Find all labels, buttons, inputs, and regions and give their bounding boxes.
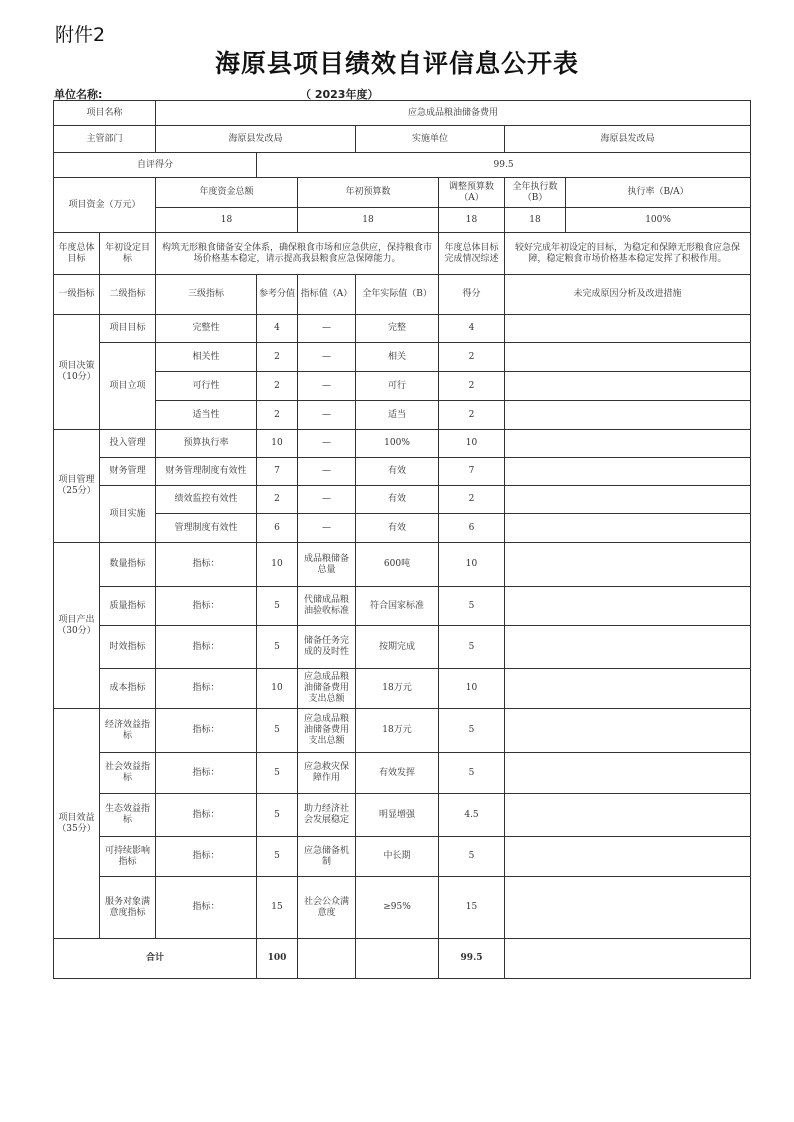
row-weight: 5 [257,587,298,626]
row-l3: 绩效监控有效性 [156,486,257,514]
total-target [298,939,356,979]
funds-initial-header: 年初预算数 [298,178,439,208]
row-analysis [505,401,751,430]
row-actual: 18万元 [356,669,439,709]
row-weight: 7 [257,458,298,486]
weight-header: 参考分值 [257,275,298,315]
row-l2: 财务管理 [100,458,156,486]
row-score: 2 [439,401,505,430]
row-actual: 100% [356,430,439,458]
row-actual: 按期完成 [356,626,439,669]
table-row [54,153,751,178]
row-l3: 指标： [156,543,257,587]
row-target: — [298,430,356,458]
table-row [54,626,751,669]
row-target: 储备任务完成的及时性 [298,626,356,669]
funds-executed-value: 18 [505,208,566,233]
row-l2: 项目立项 [100,343,156,430]
row-l2: 经济效益指标 [100,709,156,753]
row-l3: 预算执行率 [156,430,257,458]
attachment-label: 附件2 [55,24,106,46]
group-benefit: 项目效益（35分） [54,709,100,939]
row-weight: 4 [257,315,298,343]
table-row [54,430,751,458]
initial-goal-label: 年初设定目标 [100,233,156,275]
row-actual: 相关 [356,343,439,372]
row-analysis [505,837,751,877]
project-name-label: 项目名称 [54,101,156,126]
row-target: — [298,458,356,486]
overall-goal-label: 年度总体目标 [54,233,100,275]
row-weight: 10 [257,430,298,458]
page-title: 海原县项目绩效自评信息公开表 [214,49,579,78]
table-row [54,753,751,794]
row-analysis [505,543,751,587]
row-analysis [505,877,751,939]
group-output: 项目产出（30分） [54,543,100,709]
row-score: 2 [439,372,505,401]
row-l2: 时效指标 [100,626,156,669]
row-l3: 指标： [156,837,257,877]
row-l3: 指标： [156,626,257,669]
group-management: 项目管理（25分） [54,430,100,543]
table-row [54,837,751,877]
row-l2: 生态效益指标 [100,794,156,837]
row-actual: 明显增强 [356,794,439,837]
funds-executed-header: 全年执行数（B） [505,178,566,208]
row-analysis [505,458,751,486]
row-score: 7 [439,458,505,486]
table-row [54,208,751,233]
row-target: 应急成品粮油储备费用支出总额 [298,669,356,709]
table-row [54,939,751,979]
year-label: （ 2023年度） [300,88,379,101]
row-target: — [298,315,356,343]
self-score-value: 99.5 [257,153,751,178]
row-l2: 质量指标 [100,587,156,626]
row-score: 10 [439,669,505,709]
table-row [54,343,751,372]
analysis-header: 未完成原因分析及改进措施 [505,275,751,315]
row-target: — [298,486,356,514]
dept-value: 海原县发改局 [156,126,356,153]
row-weight: 5 [257,753,298,794]
row-l3: 指标： [156,753,257,794]
l3-header: 三级指标 [156,275,257,315]
row-actual: 完整 [356,315,439,343]
total-actual [356,939,439,979]
row-score: 4.5 [439,794,505,837]
table-row [54,233,751,275]
completion-label: 年度总体目标完成情况综述 [439,233,505,275]
row-l3: 管理制度有效性 [156,514,257,543]
row-weight: 10 [257,669,298,709]
row-analysis [505,486,751,514]
row-score: 10 [439,543,505,587]
row-l3: 适当性 [156,401,257,430]
row-score: 2 [439,486,505,514]
row-weight: 5 [257,626,298,669]
row-score: 5 [439,709,505,753]
row-l3: 完整性 [156,315,257,343]
row-weight: 5 [257,794,298,837]
row-target: — [298,514,356,543]
row-l3: 指标： [156,587,257,626]
row-target: — [298,343,356,372]
table-row [54,178,751,208]
impl-label: 实施单位 [356,126,505,153]
row-weight: 2 [257,372,298,401]
row-actual: 有效 [356,486,439,514]
row-target: 代储成品粮油验收标准 [298,587,356,626]
table-row [54,514,751,543]
row-actual: 有效发挥 [356,753,439,794]
row-score: 6 [439,514,505,543]
row-analysis [505,372,751,401]
row-weight: 2 [257,401,298,430]
row-l2: 项目实施 [100,486,156,543]
row-l3: 指标： [156,669,257,709]
group-decision: 项目决策（10分） [54,315,100,430]
row-analysis [505,669,751,709]
row-target: 成品粮储备总量 [298,543,356,587]
row-actual: 有效 [356,458,439,486]
l1-header: 一级指标 [54,275,100,315]
row-actual: 18万元 [356,709,439,753]
table-row [54,877,751,939]
row-l3: 可行性 [156,372,257,401]
row-analysis [505,430,751,458]
table-row [54,372,751,401]
funds-adjusted-value: 18 [439,208,505,233]
row-actual: 有效 [356,514,439,543]
row-l2: 服务对象满意度指标 [100,877,156,939]
row-score: 2 [439,343,505,372]
table-row [54,486,751,514]
table-row [54,709,751,753]
row-actual: 600吨 [356,543,439,587]
l2-header: 二级指标 [100,275,156,315]
row-l3: 指标： [156,709,257,753]
row-score: 10 [439,430,505,458]
row-actual: ≥95% [356,877,439,939]
row-score: 5 [439,626,505,669]
row-score: 5 [439,837,505,877]
total-analysis [505,939,751,979]
funds-total-value: 18 [156,208,298,233]
row-actual: 适当 [356,401,439,430]
row-weight: 2 [257,486,298,514]
row-l3: 财务管理制度有效性 [156,458,257,486]
row-analysis [505,315,751,343]
impl-value: 海原县发改局 [505,126,751,153]
row-target: 应急储备机制 [298,837,356,877]
funds-rate-value: 100% [566,208,751,233]
total-weight: 100 [257,939,298,979]
row-target: — [298,401,356,430]
dept-label: 主管部门 [54,126,156,153]
unit-name-label: 单位名称: [54,88,103,101]
funds-rate-header: 执行率（B/A） [566,178,751,208]
row-analysis [505,709,751,753]
row-l2: 项目目标 [100,315,156,343]
row-analysis [505,626,751,669]
row-weight: 2 [257,343,298,372]
row-target: 助力经济社会发展稳定 [298,794,356,837]
row-weight: 5 [257,837,298,877]
row-l3: 指标： [156,794,257,837]
row-weight: 15 [257,877,298,939]
table-row [54,401,751,430]
table-row [54,458,751,486]
row-analysis [505,343,751,372]
row-actual: 可行 [356,372,439,401]
row-l3: 相关性 [156,343,257,372]
funds-total-header: 年度资金总额 [156,178,298,208]
row-analysis [505,794,751,837]
table-row [54,275,751,315]
row-l3: 指标： [156,877,257,939]
table-row [54,126,751,153]
row-score: 4 [439,315,505,343]
performance-table [53,100,751,979]
table-row [54,101,751,126]
row-l2: 社会效益指标 [100,753,156,794]
row-l2: 可持续影响指标 [100,837,156,877]
score-header: 得分 [439,275,505,315]
row-weight: 6 [257,514,298,543]
row-analysis [505,514,751,543]
row-score: 5 [439,587,505,626]
table-row [54,543,751,587]
row-target: 应急成品粮油储备费用支出总额 [298,709,356,753]
completion-text: 较好完成年初设定的目标，为稳定和保障无形粮食应急保障，稳定粮食市场价格基本稳定发挥了积极作用。 [505,233,751,275]
row-l2: 成本指标 [100,669,156,709]
total-label: 合计 [54,939,257,979]
target-header: 指标值（A） [298,275,356,315]
initial-goal-text: 构筑无形粮食储备安全体系，确保粮食市场和应急供应，保持粮食市场价格基本稳定，请示提高我县粮食应急保障能力。 [156,233,439,275]
table-row [54,315,751,343]
table-row [54,794,751,837]
table-row [54,587,751,626]
row-target: — [298,372,356,401]
row-weight: 5 [257,709,298,753]
row-analysis [505,587,751,626]
row-l2: 数量指标 [100,543,156,587]
row-l2: 投入管理 [100,430,156,458]
row-target: 应急救灾保障作用 [298,753,356,794]
actual-header: 全年实际值（B） [356,275,439,315]
row-target: 社会公众满意度 [298,877,356,939]
row-score: 5 [439,753,505,794]
funds-initial-value: 18 [298,208,439,233]
row-analysis [505,753,751,794]
row-weight: 10 [257,543,298,587]
row-actual: 符合国家标准 [356,587,439,626]
funds-label: 项目资金（万元） [54,178,156,233]
project-name-value: 应急成品粮油储备费用 [156,101,751,126]
row-actual: 中长期 [356,837,439,877]
total-score: 99.5 [439,939,505,979]
self-score-label: 自评得分 [54,153,257,178]
table-row [54,669,751,709]
funds-adjusted-header: 调整预算数（A） [439,178,505,208]
row-score: 15 [439,877,505,939]
